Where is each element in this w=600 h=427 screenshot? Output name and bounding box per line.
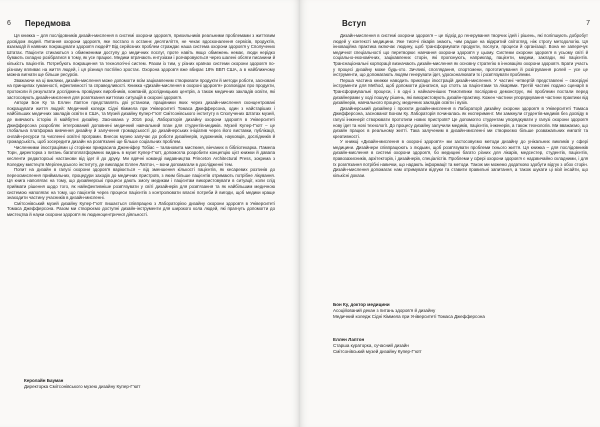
paragraph: Перша частина книжки наводить приклади ілюстрацій дизайн-мислення. У частині четвертій представлені – своєрідні інструменти для Method, щоб допомогти дізнатися, що стоїть за пацієнтами та лікарями. Третій частині подано сценарії в Трансформувальні процеси, і в одні з найнаочніших Темотипики послідовно демонструє, які проблеми постали перед дизайнерами у ході пошуку рішень, які використовують дизайн-практику. Кожен частини упорядкування частини практики від дизайнерів, навчального процесу, медичних закладів освіти і вузів. — [333, 77, 588, 106]
signature-name: Керолайн Бауман — [24, 378, 64, 383]
page-number: 6 — [7, 20, 11, 27]
signature-block — [333, 302, 573, 319]
signature-name: Еллен Лаптон — [333, 337, 365, 342]
paragraph: Смітсонівський музей дизайну Купер-Г’юїт пишається співпрацею з Лабораторією дизайну охорони здоров’я в Університеті Томаса Джефферсона. Разом ми створюємо доступні дизайн-інструменти для широкого кола людей, які прагнуть допомогти до мистецтва й науки охорони здоров’я як людиноцентричної діяльності. — [7, 200, 275, 217]
paragraph: Автори Бон Ку та Еллен Лаптон представлять дві установи, працівники яких через дизайн-мислення сконцентровані покращувати життя людей: Медичний коледж Сідні Кіммела при Університеті Томаса Джефферсона, один з найстаріших і найбільших медичних закладів освіти в США, та Музей дизайну Купер-Г’юїт Смітсонівського інституту в Сполучених Штатах музей, де вивчають історію й майбутнє дизайну. Заснована у 2016 році, Лабораторія дизайну охорони здоров’я в Університеті Джефферсона розробляє інтегрований доповнені медичний навчальний план для студентів-медиків. Музей Купер-Г’юїт – це глобальна платформа вивчення дизайну й залучення громадськості до дизайнерських ініціатив через його виставки, публікації, онлайн-ресурси та численні освітні програми. Внесок музею залучає до роботи дизайнерів, художників, науковців, дослідників й громадськість, щоб зосередити дизайн на розв’язанні ще більше соціальних проблем. — [7, 100, 275, 145]
signature-block — [333, 337, 573, 354]
paragraph: У книжці «Дизайн-мислення в охороні здоров’я» ми застосовуємо методи дизайну до унікальних викликів у сфері медицини. Дизайнери співпрацюють з людьми, щоб розв’язувати проблеми їхнього життя. Ця книжка – для послідовників дизайн-мислення в системі охорони здоров’я, бо медицині багато різних для лікарів, медсестер, студентів, пацієнтів, правозахисників, архітекторів, і дизайнерів, спеціалістів. Проблеми у сфері охорони здоров’я є надзвичайно складними, і для їх розв’язання потрібні навички, що надають інформації та методи. Також ми можемо додатково здобути відгук з обох сторін. Дизайн-мислення допомагає нам отримувати відгуки та ставити правильні запитання, а також шукати ці візії інсайти, що кількісні докази. — [333, 139, 588, 178]
paragraph: Дизайн-мислення в системі охорони здоров’я – це підхід до генерування творчих ідей і рішень, які поліпшують добробут людей у контексті медицини. Уже тисячі лікарів знають, чим радше на відкритий світогляд, ніж строгу методологію. Ця інноваційна практика включає людину, щоб трансформувати продукти, послуги, процеси й організації. Вона не заперечує медичної спеціальності що перетворює навчання охорони здоров’я у цьому. Системи охорони здоров’я в усьому світі й соціально-економічних, зацікавлених сторін, які пропонують, наприклад, пацієнти, медики, заклади, які пацієнтів. Транснаціональні корпорації визначають дизайн-мислення як основну стратегію в інноваціях охорони здоров’я. Брати участь у процесі дизайну може будь-хто. Зичливі, споглядання, спортсмени, прототипування й розігрування ролей – усе це інструменти, що допомагають людям генерувати ідеї, удосконалювати їх і розв’язувати проблеми. — [333, 33, 588, 78]
page-title: Вступ — [342, 19, 367, 28]
page-title: Передмова — [25, 19, 71, 28]
signature-block — [24, 378, 264, 390]
signature-role: Старша кураторка, сучасний дизайн — [333, 342, 409, 348]
signature-org: Медичний коледж Сідні Кіммела при Університеті Томаса Джефферсона — [333, 313, 485, 319]
right-page — [300, 0, 600, 427]
body-text — [333, 33, 588, 178]
page-number: 7 — [586, 20, 590, 27]
paragraph: Ця книжка – для послідовників дизайн-мислення в системі охорони здоров’я, прихильників реальними проблемами з життєвим досвідом людей. Питання охорони здоров’я, яке постало в останнє десятиліття, не чекає вдосконалення сервісів, продуктів, взаємодії й наявних покращувати здоров’я людей? Від серйозних проблем страждає наша система охорони здоров’я у Сполучених Штатах. Пацієнти стикаються з обмеженими доступу до медичних послуг, проте навіть якщо обмежень немає, люди нерідко бувають складно розібратися в тому, як усе працює. Медики втрачають ентузіазм і розчаровуються через шалені обсяги писанини й кількість пацієнтів. Потребують покращення та технологічні систем. Разом із тим, у різних країнах системи охорони здоров’я по-різному впливає на життя людей, і ця різниця постійно зростає. Охорона здоров’я вже вбирає 18% ВВП США, а в найближчому можна вигнати ще більше ресурсів. — [7, 33, 275, 78]
paragraph: Численними ілюстраціями ці сторінки прикрасила Дженніфер Тобіас – талановита мисткиня, вінчаних в бібліотекарка. Памела Торн, директорка з питань багатоплатформних видань в музеї Купер-Г’юїт, допомогла розробити концепцію цієї книжки й давала кесленти редакторські настанови від ідеї й до друку. Ми вдячні команді видавництва Princeton Architectural Press, зокрема з Коледжу мистецтв Мерілендського інституту, де викладає Еллен Лаптон, – вони допомагали в дослідженні тем. — [7, 144, 275, 167]
paragraph: Попит на дизайн в галузі охорони здоров’я варіюється – від зменшення кількості пацієнтів, як кесаревих розтинів до переосмислення приймальних, процедури заходів до медичних пристроїв, з яким більше пацієнтів отримають потрібне лікування. Ця книга наполягає на тому, що дизайнерські процеси дають змогу медикам і пацієнтам використовувати в ситуації, коли слід приймати рішення щодо того, як найефективніше розв’язувати у світі дизайнерів для розв’язання та як найбільшим медичною системою наполягає на тому, що пацієнтів через процеси пацієнтів з контролювати власні потреби й вигоди, щоб медики краще знаходити частину учасників в дизайн-мисленні. — [7, 167, 275, 201]
paragraph: Зважаючи на ці виклики, дизайн-мислення може допомогти всім зацікавленим створювати продукти й методи роботи, засновані на принципах гуманності, ефективності та справедливості. Книжка «Дизайн-мислення в охороні здоров’я» розповідає про продукти, протоколи й результати досліджень провідних виробників, компаній, дослідницьких центрів, а також медичних закладів освіти, які застосовують дизайн-мислення для розв’язання життєвих ситуацій в охороні здоров’я. — [7, 77, 275, 100]
signature-name: Бон Ку, доктор медицини — [333, 302, 390, 307]
signature-role: Асоційований декан з питань здоров’я й дизайну — [333, 307, 436, 313]
signature-org: Смітсонівський музей дизайну Купер-Г’юїт — [333, 348, 422, 354]
signature-role: Директорка Смітсонівського музею дизайну Купер-Г’юїт — [24, 383, 141, 389]
paragraph: Дизайнерський дизайнер і проєкти дизайн-мислення в Лабораторії дизайну охорони здоров’я в Університеті Томаса Джефферсона, заснованої Боном Ку. Лабораторія починалась як експеримент. Ми замкнули студентів-медиків без досвіду в галузі інженерії створювати прототипи нових пристроїв? Це допомогло студентам упорядкувати у галузі охорони здоров’я нову ідеї та нові технології. До процесу дизайну залучили медиків, пацієнтів, інженерів, а також технологів. Ми вважаємо, що дизайн працює в реальному житті. Така залученим в дизайн-мисленні ми створюємо більше розважальних емпатії та креативності. — [333, 105, 588, 139]
body-text — [7, 33, 275, 218]
